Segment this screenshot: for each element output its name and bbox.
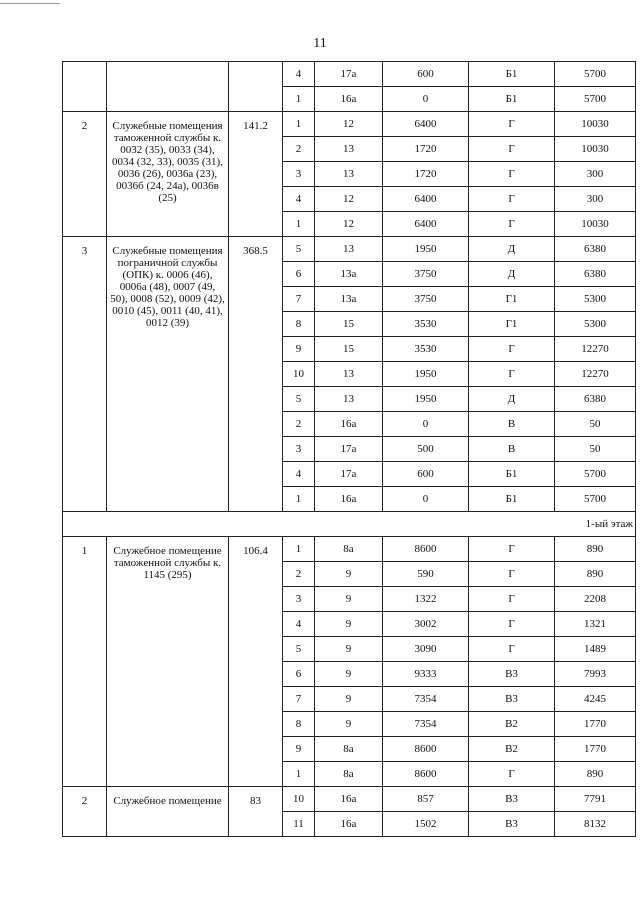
row-number: 3 <box>63 237 107 512</box>
class-cell: Г <box>469 112 555 137</box>
value-cell: 1720 <box>383 137 469 162</box>
class-cell: Д <box>469 237 555 262</box>
value-cell: 600 <box>383 62 469 87</box>
variant-cell: 1 <box>283 537 315 562</box>
variant-cell: 7 <box>283 287 315 312</box>
class-cell: Б1 <box>469 62 555 87</box>
value-cell: 857 <box>383 787 469 812</box>
category-cell: 13 <box>315 362 383 387</box>
value-cell: 1502 <box>383 812 469 837</box>
category-cell: 9 <box>315 637 383 662</box>
variant-cell: 3 <box>283 437 315 462</box>
value-cell: 0 <box>383 87 469 112</box>
class-cell: Г1 <box>469 312 555 337</box>
value-cell: 3002 <box>383 612 469 637</box>
amount-cell: 5300 <box>555 312 636 337</box>
row-number: 2 <box>63 787 107 837</box>
value-cell: 7354 <box>383 712 469 737</box>
category-cell: 8а <box>315 737 383 762</box>
category-cell: 17а <box>315 62 383 87</box>
variant-cell: 3 <box>283 162 315 187</box>
class-cell: Г <box>469 587 555 612</box>
variant-cell: 6 <box>283 662 315 687</box>
amount-cell: 12270 <box>555 337 636 362</box>
class-cell: Д <box>469 262 555 287</box>
value-cell: 1950 <box>383 387 469 412</box>
category-cell: 12 <box>315 212 383 237</box>
value-cell: 3530 <box>383 337 469 362</box>
floor-header-row <box>63 512 636 537</box>
variant-cell: 5 <box>283 387 315 412</box>
amount-cell: 890 <box>555 537 636 562</box>
category-cell: 12 <box>315 112 383 137</box>
variant-cell: 5 <box>283 237 315 262</box>
variant-cell: 9 <box>283 737 315 762</box>
page-number: 11 <box>313 36 327 51</box>
class-cell: В <box>469 437 555 462</box>
category-cell: 16а <box>315 87 383 112</box>
amount-cell: 2208 <box>555 587 636 612</box>
variant-cell: 4 <box>283 612 315 637</box>
scan-corner-line <box>0 3 60 4</box>
room-description <box>107 62 229 112</box>
room-table <box>62 61 636 837</box>
value-cell: 8600 <box>383 762 469 787</box>
class-cell: Г <box>469 762 555 787</box>
class-cell: Б1 <box>469 487 555 512</box>
variant-cell: 8 <box>283 312 315 337</box>
amount-cell: 300 <box>555 187 636 212</box>
class-cell: Г <box>469 212 555 237</box>
value-cell: 8600 <box>383 737 469 762</box>
amount-cell: 50 <box>555 437 636 462</box>
value-cell: 1322 <box>383 587 469 612</box>
class-cell: Д <box>469 387 555 412</box>
category-cell: 16а <box>315 787 383 812</box>
class-cell: Г <box>469 362 555 387</box>
class-cell: Г <box>469 337 555 362</box>
class-cell: Г1 <box>469 287 555 312</box>
category-cell: 13 <box>315 237 383 262</box>
variant-cell: 11 <box>283 812 315 837</box>
category-cell: 9 <box>315 587 383 612</box>
variant-cell: 2 <box>283 562 315 587</box>
category-cell: 13 <box>315 137 383 162</box>
category-cell: 17а <box>315 462 383 487</box>
room-area: 368.5 <box>229 237 283 512</box>
amount-cell: 12270 <box>555 362 636 387</box>
class-cell: В3 <box>469 662 555 687</box>
row-number: 1 <box>63 537 107 787</box>
room-area <box>229 62 283 112</box>
class-cell: Г <box>469 137 555 162</box>
variant-cell: 1 <box>283 112 315 137</box>
class-cell: Г <box>469 612 555 637</box>
category-cell: 9 <box>315 687 383 712</box>
amount-cell: 5700 <box>555 87 636 112</box>
class-cell: Г <box>469 562 555 587</box>
room-description: Служебное помещение таможенной службы к. 1145 (295) <box>107 537 229 787</box>
room-area: 141.2 <box>229 112 283 237</box>
variant-cell: 9 <box>283 337 315 362</box>
variant-cell: 7 <box>283 687 315 712</box>
value-cell: 3090 <box>383 637 469 662</box>
class-cell: В3 <box>469 787 555 812</box>
value-cell: 3750 <box>383 262 469 287</box>
value-cell: 1950 <box>383 362 469 387</box>
value-cell: 6400 <box>383 187 469 212</box>
amount-cell: 1770 <box>555 737 636 762</box>
table-row <box>63 537 636 562</box>
variant-cell: 6 <box>283 262 315 287</box>
amount-cell: 300 <box>555 162 636 187</box>
value-cell: 3750 <box>383 287 469 312</box>
value-cell: 1950 <box>383 237 469 262</box>
table-row <box>63 237 636 262</box>
value-cell: 500 <box>383 437 469 462</box>
category-cell: 15 <box>315 337 383 362</box>
amount-cell: 10030 <box>555 212 636 237</box>
value-cell: 8600 <box>383 537 469 562</box>
category-cell: 13а <box>315 262 383 287</box>
variant-cell: 8 <box>283 712 315 737</box>
row-number <box>63 62 107 112</box>
value-cell: 0 <box>383 487 469 512</box>
value-cell: 0 <box>383 412 469 437</box>
value-cell: 6400 <box>383 212 469 237</box>
amount-cell: 6380 <box>555 262 636 287</box>
category-cell: 16а <box>315 812 383 837</box>
amount-cell: 8132 <box>555 812 636 837</box>
amount-cell: 5700 <box>555 462 636 487</box>
variant-cell: 10 <box>283 362 315 387</box>
class-cell: В2 <box>469 712 555 737</box>
value-cell: 6400 <box>383 112 469 137</box>
variant-cell: 4 <box>283 187 315 212</box>
category-cell: 9 <box>315 712 383 737</box>
value-cell: 7354 <box>383 687 469 712</box>
class-cell: Г <box>469 537 555 562</box>
class-cell: Г <box>469 637 555 662</box>
category-cell: 9 <box>315 662 383 687</box>
category-cell: 12 <box>315 187 383 212</box>
amount-cell: 5700 <box>555 487 636 512</box>
category-cell: 13 <box>315 387 383 412</box>
room-description: Служебное помещение <box>107 787 229 837</box>
amount-cell: 5700 <box>555 62 636 87</box>
amount-cell: 7993 <box>555 662 636 687</box>
variant-cell: 1 <box>283 212 315 237</box>
class-cell: В3 <box>469 812 555 837</box>
amount-cell: 5300 <box>555 287 636 312</box>
class-cell: Б1 <box>469 87 555 112</box>
category-cell: 9 <box>315 562 383 587</box>
class-cell: Б1 <box>469 462 555 487</box>
variant-cell: 5 <box>283 637 315 662</box>
amount-cell: 50 <box>555 412 636 437</box>
variant-cell: 2 <box>283 137 315 162</box>
amount-cell: 6380 <box>555 237 636 262</box>
value-cell: 3530 <box>383 312 469 337</box>
amount-cell: 1770 <box>555 712 636 737</box>
class-cell: В <box>469 412 555 437</box>
variant-cell: 4 <box>283 62 315 87</box>
class-cell: Г <box>469 187 555 212</box>
category-cell: 13а <box>315 287 383 312</box>
table-row <box>63 62 636 87</box>
amount-cell: 1489 <box>555 637 636 662</box>
table-row <box>63 112 636 137</box>
category-cell: 9 <box>315 612 383 637</box>
variant-cell: 1 <box>283 487 315 512</box>
value-cell: 600 <box>383 462 469 487</box>
floor-label: 1-ый этаж <box>63 512 636 537</box>
amount-cell: 1321 <box>555 612 636 637</box>
value-cell: 590 <box>383 562 469 587</box>
variant-cell: 4 <box>283 462 315 487</box>
class-cell: В3 <box>469 687 555 712</box>
amount-cell: 10030 <box>555 112 636 137</box>
row-number: 2 <box>63 112 107 237</box>
variant-cell: 2 <box>283 412 315 437</box>
variant-cell: 3 <box>283 587 315 612</box>
variant-cell: 1 <box>283 87 315 112</box>
category-cell: 17а <box>315 437 383 462</box>
class-cell: В2 <box>469 737 555 762</box>
room-description: Служебные помещения пограничной службы (ОПК) к. 0006 (46), 0006а (48), 0007 (49, 50), 0008 (52), 0009 (42), 0010 (45), 0011 (40, 41), 0012 (39) <box>107 237 229 512</box>
room-area: 83 <box>229 787 283 837</box>
value-cell: 9333 <box>383 662 469 687</box>
category-cell: 16а <box>315 412 383 437</box>
variant-cell: 1 <box>283 762 315 787</box>
amount-cell: 6380 <box>555 387 636 412</box>
category-cell: 15 <box>315 312 383 337</box>
amount-cell: 7791 <box>555 787 636 812</box>
room-description: Служебные помещения таможенной службы к. 0032 (35), 0033 (34), 0034 (32, 33), 0035 (31), 0036 (26), 0036а (23), 0036б (24, 24а), 0036в (25) <box>107 112 229 237</box>
room-area: 106.4 <box>229 537 283 787</box>
amount-cell: 890 <box>555 562 636 587</box>
category-cell: 8а <box>315 537 383 562</box>
class-cell: Г <box>469 162 555 187</box>
amount-cell: 4245 <box>555 687 636 712</box>
variant-cell: 10 <box>283 787 315 812</box>
value-cell: 1720 <box>383 162 469 187</box>
category-cell: 16а <box>315 487 383 512</box>
table-row <box>63 787 636 812</box>
category-cell: 13 <box>315 162 383 187</box>
category-cell: 8а <box>315 762 383 787</box>
amount-cell: 890 <box>555 762 636 787</box>
amount-cell: 10030 <box>555 137 636 162</box>
